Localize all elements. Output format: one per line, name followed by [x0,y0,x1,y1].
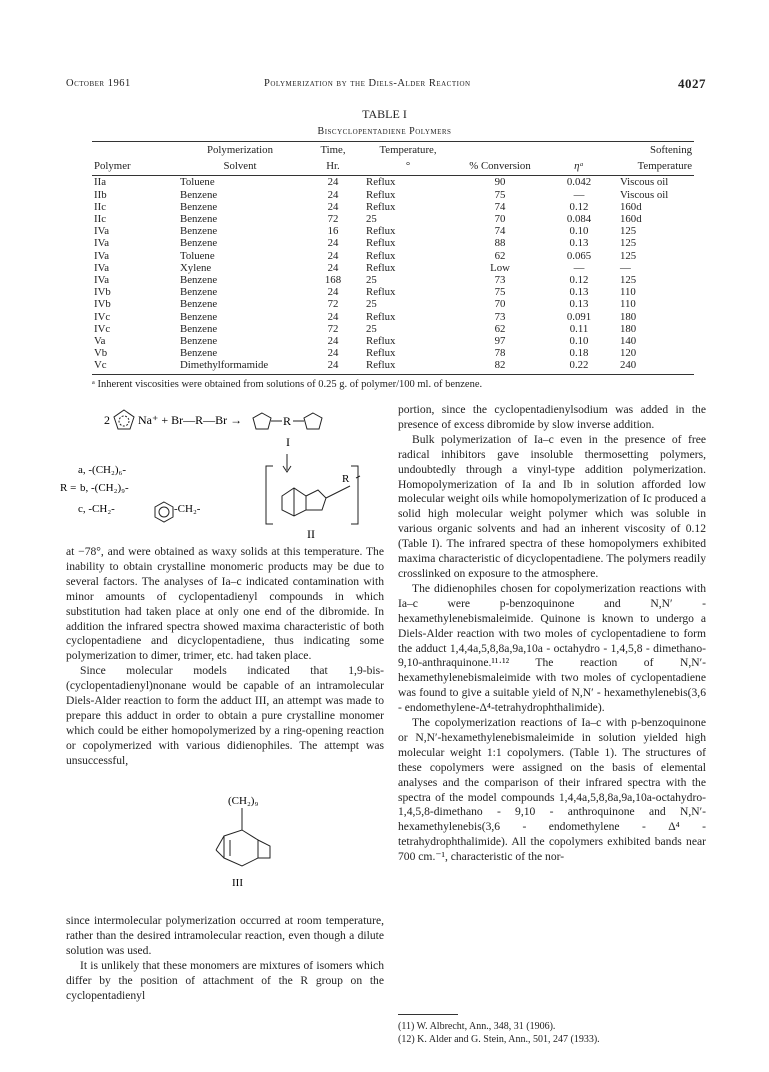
r-a: a, -(CH₂)₆- [78,464,126,476]
table-cell: 180 [620,322,637,335]
table-cell: 0.10 [569,225,589,238]
label-III: III [232,877,243,889]
table-cell: 74 [494,200,506,213]
table-cell: 110 [620,298,636,311]
table-cell: 74 [494,225,506,238]
adduct-III [186,790,296,898]
table-cell: Reflux [366,225,396,238]
table-cell: Xylene [180,261,212,274]
table-cell: Reflux [364,359,452,374]
table-cell: 72 [327,298,339,311]
table-cell: 62 [494,249,506,262]
table-cell: IVb [94,298,111,311]
table-cell: IIc [94,200,106,213]
table-cell: Benzene [180,298,218,311]
left-column-lower [66,914,384,1003]
table-cell: Benzene [180,310,218,323]
table-cell: 97 [494,335,506,348]
right-para-3: The didienophiles chosen for copolymerization reactions with Ia–c were p-benzoquinone and N,N′ - hexamethylenebismaleimide. Quinone is known to undergo a Diels-Alder reaction with two moles of cyclopentadiene to form the adduct 1,4,4a,5,8,8a,9a,10a - octahydro - 1,4,5,8 - dimethano-9,10-anthraquinone.¹¹·¹² The reaction of N,N′-hexamethylenebismaleimide with two moles of cyclopentadiene was found to give a suitable yield of N,N′ - hexamethylenebis(3,6 - endomethylene-Δ⁴-tetrahydrophthalimide). [398,581,706,715]
table-cell: Benzene [180,274,218,287]
right-column [398,403,706,865]
th-soft-2: Temperature [610,158,694,176]
table-row [92,237,694,249]
table-cell: 70 [494,298,506,311]
table-cell: 0.11 [569,322,589,335]
table-cell: 125 [620,274,637,287]
reaction-scheme [60,398,390,548]
table-row [92,250,694,262]
table-cell: 90 [494,176,506,189]
table-cell: 73 [494,274,506,287]
left-para-2: Since molecular models indicated that 1,9-bis-(cyclopentadienyl)nonane would be capable of an intramolecular Diels-Alder reaction to form the adduct III, an attempt was made to prepare this adduct in order to obtain a pure crystalline monomer which could be either homopolymerized by a ring-opening reaction or copolymerized with various didienophiles. The attempt was unsuccessful, [66,664,384,767]
th-eta: ηᵃ [548,158,610,176]
table-cell: 62 [494,322,506,335]
th-time-2: Hr. [302,158,364,176]
label-II: II [307,527,315,541]
table-row [92,359,694,374]
table-row [92,286,694,298]
table-cell: Reflux [366,261,396,274]
table-cell: 88 [494,237,506,250]
table-cell: IIc [94,213,106,226]
table-cell: 25 [366,322,377,335]
left-para-3: since intermolecular polymerization occurred at room temperature, rather than the desired intramolecular reaction, even though a dilute solution was used. [66,914,384,957]
eq-coefficient: 2 [104,413,110,427]
table-cell: 75 [494,286,506,299]
table-row [92,347,694,359]
table-cell: 110 [620,286,636,299]
header-title: Polymerization by the Diels-Alder Reaction [264,78,471,89]
table-cell: Reflux [366,335,396,348]
table-row [92,225,694,237]
table-cell: Benzene [180,188,218,201]
table-cell: 24 [327,176,339,189]
table-cell: 0.12 [569,274,589,287]
table-cell: IVb [94,286,111,299]
right-para-4: The copolymerization reactions of Ia–c with p-benzoquinone or N,N′-hexamethylenebismaleimide in solution yielded high molecular weight 1:1 copolymers. (Table 1). The structures of these copolymers were assigned on the basis of elemental analyses and the comparison of their infrared spectra with the spectra of the model compounds 1,4,4a,5,8,8a,9a,10a-octahydro-1,4,5,8-dimethano - 9,10 - anthroquinone and N,N′-hexamethylenebis(3,6 - endomethylene - Δ⁴ - tetrahydrophthalimide). All the copolymers exhibited bands near 700 cm.⁻¹, characteristic of the nor- [398,716,706,864]
table-cell: 25 [366,213,377,226]
table-cell: 0.13 [569,237,589,250]
table-cell: 0.13 [569,298,589,311]
table-cell: 0.18 [569,347,589,360]
table-row [92,189,694,201]
table-cell: 82 [452,359,548,374]
table-cell: Benzene [180,347,218,360]
table-cell: Reflux [366,286,396,299]
table-cell: Benzene [180,225,218,238]
table-cell: 75 [494,188,506,201]
th-solvent-2: Solvent [178,158,302,176]
table-row [92,335,694,347]
r-equals: R = [60,482,77,494]
header-date: October 1961 [66,78,131,89]
table-cell: 160d [620,213,642,226]
table-cell: 24 [302,359,364,374]
ref-12: (12) K. Alder and G. Stein, Ann., 501, 247 (1933). [398,1034,600,1045]
footnote-rule [398,1014,458,1015]
table-cell: 120 [620,347,637,360]
eq-reagents: Na⁺ + Br—R—Br → [138,413,243,427]
table-cell: 0.042 [566,176,592,189]
table-cell: Vb [94,347,108,360]
table-cell: Benzene [180,213,218,226]
table-cell: 72 [327,322,339,335]
table-cell: IIa [94,176,106,189]
table-cell: Benzene [180,237,218,250]
table-cell: 140 [620,335,637,348]
table-cell: 24 [327,335,339,348]
table-cell: 25 [366,274,377,287]
table-cell: Reflux [366,347,396,360]
table-cell: Va [94,335,106,348]
table-cell: Benzene [180,200,218,213]
r-c-left: c, -CH₂- [78,503,115,515]
table-cell: 0.12 [569,200,589,213]
table-cell: 125 [620,225,637,238]
table-cell: — [573,261,585,274]
table-cell: 24 [327,310,339,323]
table-cell: Reflux [366,310,396,323]
table-cell: Benzene [180,335,218,348]
table-cell: IVa [94,225,109,238]
left-para-4: It is unlikely that these monomers are mixtures of isomers which differ by the position of attachment of the R group on the cyclopentadienyl [66,958,384,1002]
table-cell: 16 [327,225,339,238]
right-para-1: portion, since the cyclopentadienylsodium was added in the presence of excess dibromide by slow inverse addition. [398,403,706,431]
table-cell: 160d [620,200,642,213]
table-cell: 24 [327,188,339,201]
table-cell: 72 [327,213,339,226]
table-row [92,262,694,274]
table-row [92,274,694,286]
table-cell: Benzene [180,286,218,299]
label-I: I [286,435,290,449]
table-cell: Reflux [366,237,396,250]
left-para-1: at −78°, and were obtained as waxy solids at this temperature. The inability to obtain crystalline monomeric products may be due to several factors. The analyses of Ia–c indicated contamination with minor amounts of cyclopentadienyl compounds in which substitution had taken place at only one end of the dibromide. In addition the infrared spectra showed maxima characteristic of both cyclopentadiene and dicyclopentadiene, thus indicating some polymerization to dimer, trimer, etc. had taken place. [66,545,384,663]
table-cell: Dimethylformamide [178,359,302,374]
table-cell: Viscous oil [620,188,669,201]
table-subtitle: Biscyclopentadiene Polymers [317,126,452,137]
table-row [92,213,694,225]
table-cell: 24 [327,286,339,299]
table-row [92,298,694,310]
polymers-table [92,141,694,375]
table-row [92,323,694,335]
th-polymer: Polymer [92,158,178,176]
table-cell: 78 [494,347,506,360]
table-cell: 0.10 [569,335,589,348]
page-number: 4027 [678,76,706,91]
table-cell: IVa [94,249,109,262]
table-cell: 73 [494,310,506,323]
table-cell: 24 [327,237,339,250]
table-cell: IIb [94,188,107,201]
table-cell: Benzene [180,322,218,335]
th-soft-1: Softening [610,142,694,159]
table-cell: 70 [494,213,506,226]
product-I [253,413,322,449]
table-cell: Reflux [366,176,396,189]
table-cell: 24 [327,249,339,262]
table-cell: Reflux [366,200,396,213]
table-row [92,201,694,213]
th-time-1: Time, [302,142,364,159]
cyclopentadienide-ring [114,410,134,429]
table-cell: 125 [620,249,637,262]
left-column [66,545,384,769]
table-cell: 24 [327,261,339,274]
table-cell: Toluene [180,176,215,189]
svg-text:R: R [342,473,350,485]
right-para-2: Bulk polymerization of Ia–c even in the presence of free radical inhibitors gave insoluble thermosetting polymers, undoubtedly through a vinyl-type addition polymerization. Homopolymerization of Ia and Ib in solution afforded low molecular weight oils while homopolymerization of Ic produced a solid high molecular weight polymer which was soluble in various organic solvents and had an inherent viscosity of 0.12 (Table I). The infrared spectra of these homopolymers exhibited maxima characteristic of dicyclopentadiene. The polymers readily crosslinked on exposure to the atmosphere. [398,432,706,580]
table-cell: IVa [94,261,109,274]
polymer-II [266,466,360,541]
svg-text:R: R [283,414,292,428]
table-cell: IVa [94,237,109,250]
table-cell: 0.13 [569,286,589,299]
ref-11: (11) W. Albrecht, Ann., 348, 31 (1906). [398,1021,556,1032]
table-cell: — [620,261,631,274]
table-row [92,311,694,323]
table-cell: IVa [94,274,109,287]
table-cell: Vc [92,359,178,374]
r-b: b, -(CH₂)₉- [80,482,129,494]
table-cell: Reflux [366,188,396,201]
table-cell: 24 [327,200,339,213]
table-footnote: ᵃ Inherent viscosities were obtained from solutions of 0.25 g. of polymer/100 ml. of benzene. [92,379,483,390]
table-cell: Viscous oil [620,176,669,189]
table-cell: 240 [610,359,694,374]
references [398,1020,600,1046]
th-temp-1: Temperature, [364,142,452,159]
table-cell: 168 [324,274,342,287]
table-cell: 25 [366,298,377,311]
table-cell: IVc [94,322,111,335]
table-cell: Low [490,261,510,274]
table-caption: TABLE I [362,107,407,121]
table-row [92,176,694,189]
table-cell: — [573,188,585,201]
th-solvent-1: Polymerization [178,142,302,159]
table-cell: IVc [94,310,111,323]
r-c-right: -CH₂- [174,503,201,515]
th-conversion: % Conversion [452,158,548,176]
table-cell: 0.065 [566,249,592,262]
table-cell: 0.091 [566,310,592,323]
table-cell: 0.084 [566,213,592,226]
table-cell: Toluene [180,249,215,262]
table-cell: 24 [327,347,339,360]
table-cell: 180 [620,310,637,323]
th-temp-2: ° [364,158,452,176]
table-cell: 0.22 [548,359,610,374]
table-cell: 125 [620,237,637,250]
table-cell: Reflux [366,249,396,262]
ch2-9-label: (CH₂)₉ [228,795,259,807]
